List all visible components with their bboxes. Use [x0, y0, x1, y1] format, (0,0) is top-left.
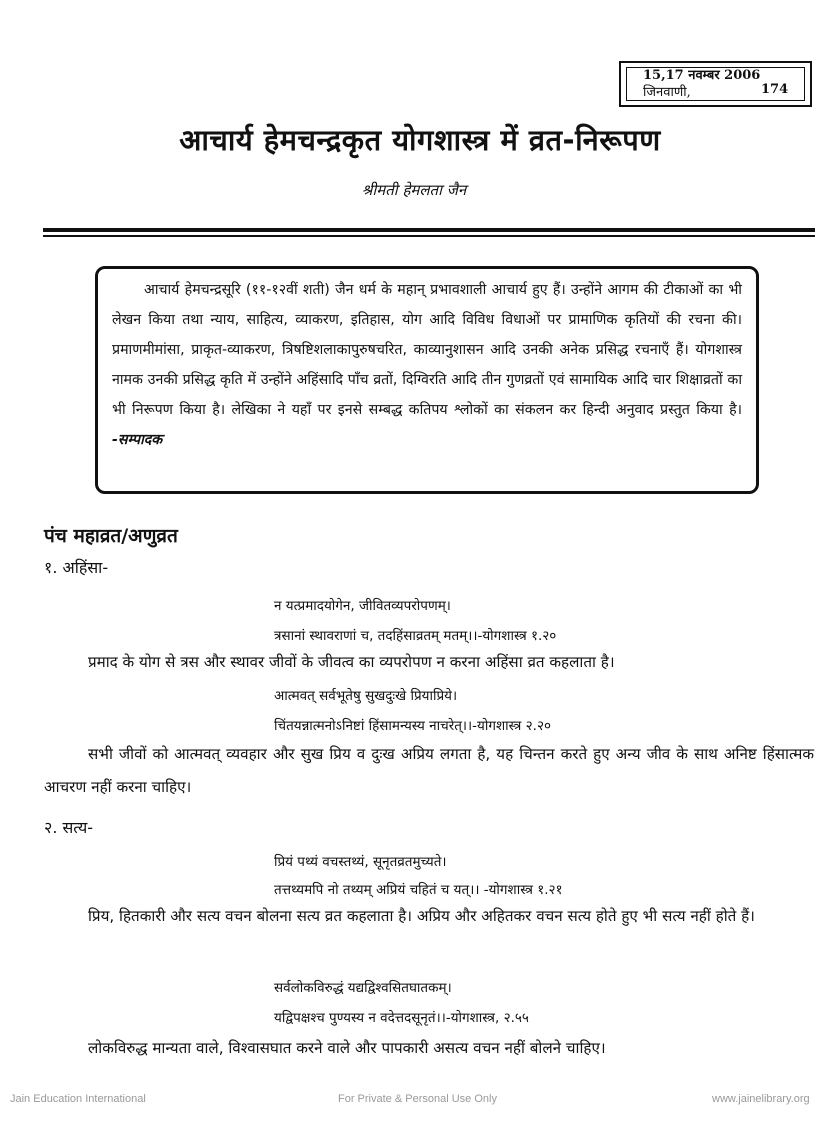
paragraph: सभी जीवों को आत्मवत् व्यवहार और सुख प्रिय व दुःख अप्रिय लगता है, यह चिन्तन करते हुए अन्य जीव के साथ अनिष्ट हिंसात्मक आचरण नहीं करना चाहिए। — [44, 745, 814, 796]
title-divider-thin — [43, 235, 815, 237]
page-number: 174 — [761, 82, 789, 97]
editor-signature: -सम्पादक — [112, 432, 163, 448]
verse-line: चिंतयन्नात्मनोऽनिष्टां हिंसामन्यस्य नाचरेत्।।-योगशास्त्र २.२० — [274, 718, 551, 734]
footer-usage-note: For Private & Personal Use Only — [338, 1093, 497, 1105]
article-title: आचार्य हेमचन्द्रकृत योगशास्त्र में व्रत-निरूपण — [179, 123, 661, 157]
issue-date: 15,17 नवम्बर 2006 — [643, 68, 761, 83]
verse-line: यद्विपक्षश्च पुण्यस्य न वदेत्तदसूनृतं।।-योगशास्त्र, २.५५ — [274, 1010, 529, 1026]
paragraph: प्रमाद के योग से त्रस और स्थावर जीवों के जीवत्व का व्यपरोपण न करना अहिंसा व्रत कहलाता है। — [88, 653, 615, 671]
verse-line: न यत्प्रमादयोगेन, जीवितव्यपरोपणम्। — [274, 598, 451, 614]
page-reference-box — [619, 61, 812, 107]
subsection-heading-satya: २. सत्य- — [44, 818, 94, 837]
verse-line: तत्तथ्यमपि नो तथ्यम् अप्रियं चहितं च यत्।। -योगशास्त्र १.२१ — [274, 882, 563, 898]
journal-line — [643, 82, 789, 100]
verse-line: आत्मवत् सर्वभूतेषु सुखदुःखे प्रियाप्रिये। — [274, 688, 458, 704]
footer-publisher: Jain Education International — [10, 1093, 146, 1105]
verse-line: सर्वलोकविरुद्धं यद्यद्विश्वसितघातकम्। — [274, 980, 452, 996]
paragraph: प्रिय, हितकारी और सत्य वचन बोलना सत्य व्रत कहलाता है। अप्रिय और अहितकर वचन सत्य होते हुए भी सत्य नहीं होते हैं। — [88, 907, 755, 925]
paragraph: लोकविरुद्ध मान्यता वाले, विश्वासघात करने वाले और पापकारी असत्य वचन नहीं बोलने चाहिए। — [88, 1039, 606, 1057]
title-divider-thick — [43, 228, 815, 232]
journal-name: जिनवाणी, — [643, 85, 691, 100]
article-author: श्रीमती हेमलता जैन — [361, 181, 467, 199]
footer-website-link[interactable]: www.jainelibrary.org — [712, 1093, 810, 1105]
editor-note-text: आचार्य हेमचन्द्रसूरि (११-१२वीं शती) जैन धर्म के महान् प्रभावशाली आचार्य हुए हैं। उन्होंने आगम की टीकाओं का भी लेखन किया तथा न्याय, साहित्य, व्याकरण, इतिहास, योग आदि विविध विधाओं पर प्रामाणिक कृतियों की रचना की। प्रमाणमीमांसा, प्राकृत-व्याकरण, त्रिषष्टिशलाकापुरुषचरित, काव्यानुशासन आदि उनकी अनेक प्रसिद्ध रचनाएँ हैं। योगशास्त्र नामक उनकी प्रसिद्ध कृति में उन्होंने अहिंसादि पाँच व्रतों, दिग्विरति आदि तीन गुणव्रतों एवं सामायिक आदि चार शिक्षाव्रतों का भी निरूपण किया है। लेखिका ने यहाँ पर इनसे सम्बद्ध कतिपय श्लोकों का संकलन कर हिन्दी अनुवाद प्रस्तुत किया है। -सम्पादक — [112, 282, 742, 448]
verse-line: प्रियं पथ्यं वचस्तथ्यं, सूनृतव्रतमुच्यते। — [274, 854, 447, 870]
section-heading: पंच महाव्रत/अणुव्रत — [44, 525, 178, 547]
editor-note-box — [95, 266, 759, 494]
subsection-heading-ahimsa: १. अहिंसा- — [44, 558, 109, 577]
verse-line: त्रसानां स्थावराणां च, तदहिंसाव्रतम् मतम्।।-योगशास्त्र १.२० — [274, 628, 557, 644]
